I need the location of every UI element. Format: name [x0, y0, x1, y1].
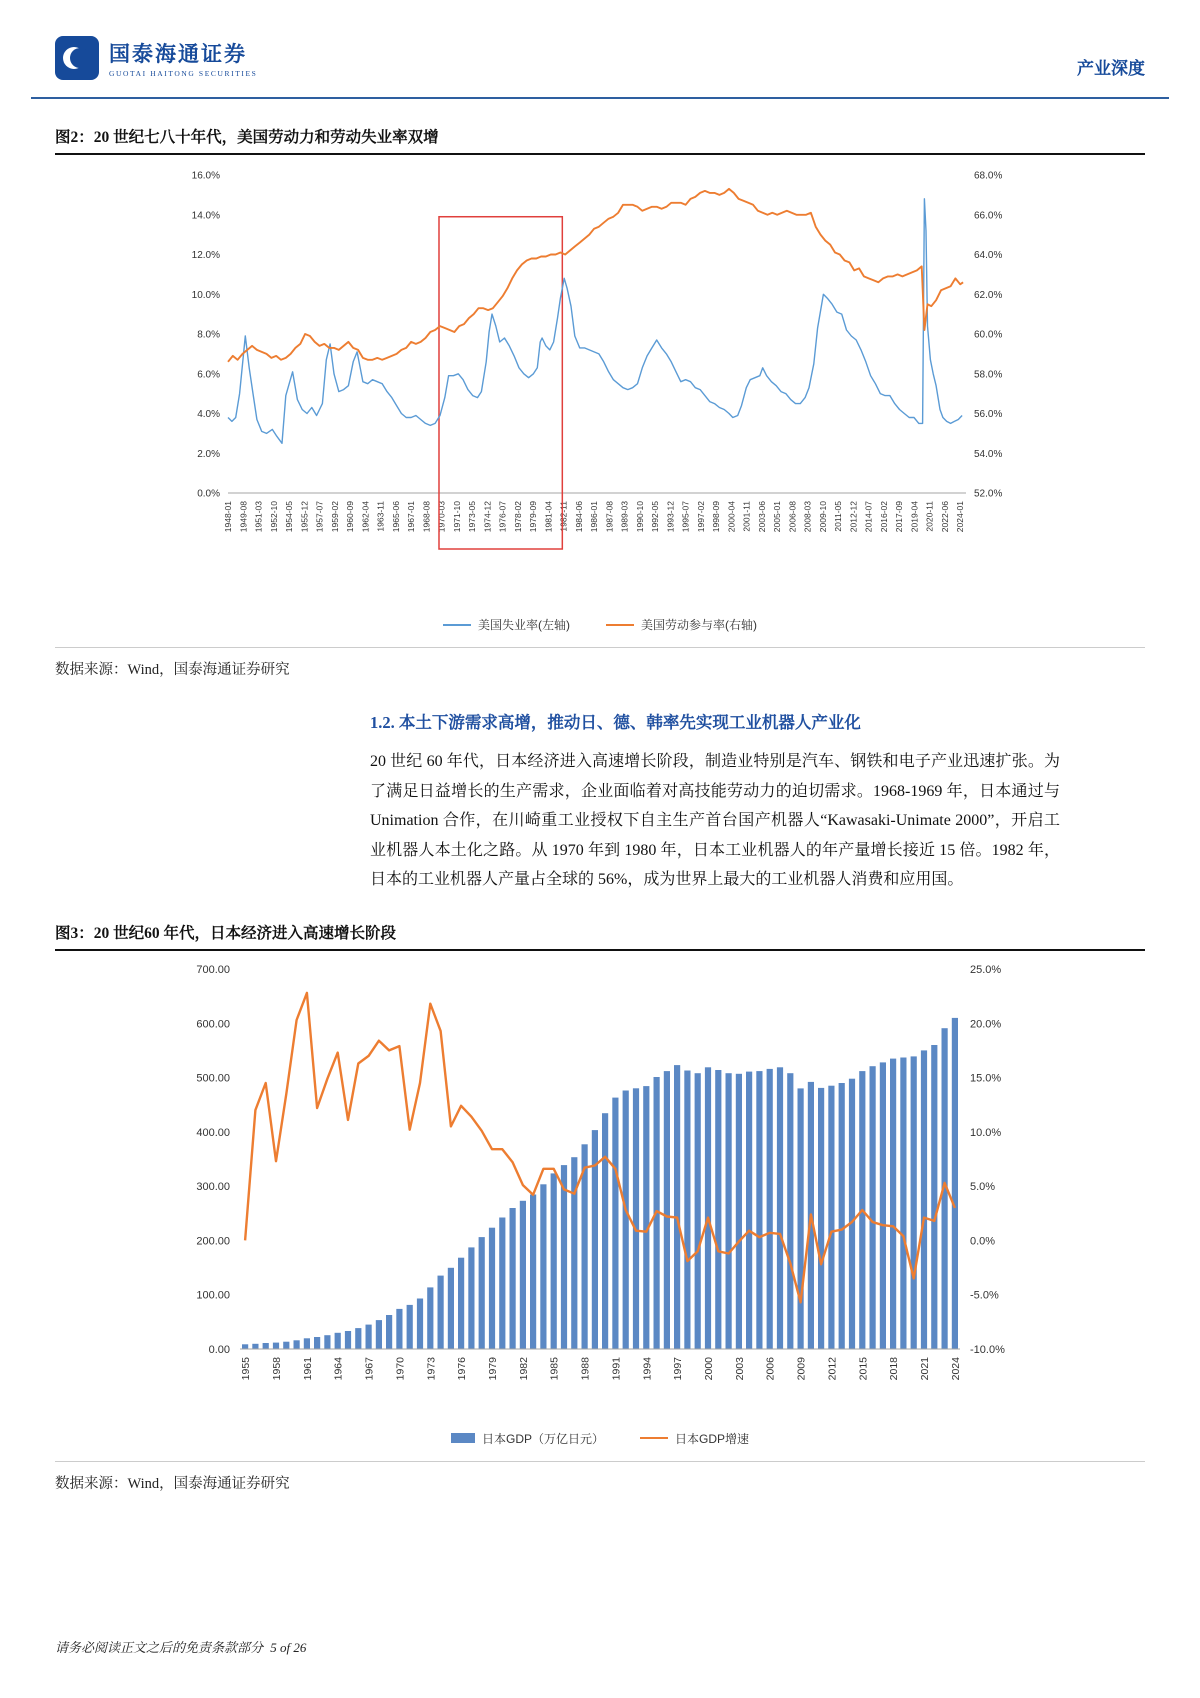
svg-text:1970-03: 1970-03: [436, 501, 447, 533]
svg-text:500.00: 500.00: [196, 1072, 230, 1085]
svg-text:2020-11: 2020-11: [924, 501, 935, 532]
svg-text:0.0%: 0.0%: [197, 488, 220, 500]
svg-text:1997: 1997: [672, 1356, 685, 1381]
svg-text:1991: 1991: [610, 1356, 623, 1381]
svg-text:2005-01: 2005-01: [772, 501, 783, 533]
svg-text:2019-04: 2019-04: [909, 501, 920, 533]
svg-text:64.0%: 64.0%: [974, 250, 1003, 261]
svg-text:62.0%: 62.0%: [974, 289, 1003, 301]
svg-text:2009-10: 2009-10: [817, 501, 828, 533]
body-paragraph: 20 世纪 60 年代，日本经济进入高速增长阶段，制造业特别是汽车、钢铁和电子产业迅速扩张。为了满足日益增长的生产需求，企业面临着对高技能劳动力的迫切需求。1968-1969 年，日本通过与 Unimation 合作，在川崎重工业授权下自主生产首台国产机器人“Kawasaki-Unimate 2000”，开启工业机器人本土化之路。从 1970 年到 1980 年，日本工业机器人的年产量增长接近 15 倍。1982 年，日本的工业机器人产量占全球的 56%，成为世界上最大的工业机器人消费和应用国。: [370, 753, 1060, 889]
svg-text:1987-08: 1987-08: [604, 501, 615, 533]
svg-text:2000-04: 2000-04: [726, 501, 737, 533]
svg-text:2006: 2006: [764, 1356, 777, 1381]
header-divider: [31, 97, 1169, 99]
svg-text:300.00: 300.00: [196, 1181, 230, 1194]
page-header: [55, 0, 1145, 85]
svg-text:10.0%: 10.0%: [970, 1126, 1002, 1139]
legend-label: 美国劳动参与率(右轴): [641, 618, 757, 632]
legend-item-us-unemployment: [443, 616, 570, 633]
line-swatch-icon: [443, 624, 471, 626]
svg-text:2017-09: 2017-09: [894, 501, 905, 533]
brand-text: [109, 43, 257, 78]
svg-text:2024: 2024: [949, 1356, 962, 1381]
svg-text:1995-07: 1995-07: [680, 501, 691, 533]
figure3-chart: [160, 957, 1040, 1425]
svg-text:1954-05: 1954-05: [284, 501, 295, 533]
figure-2-block: [55, 125, 1145, 679]
svg-text:1979-09: 1979-09: [528, 501, 539, 533]
svg-text:1963-11: 1963-11: [375, 501, 386, 532]
svg-text:1964: 1964: [332, 1356, 345, 1381]
svg-text:6.0%: 6.0%: [197, 369, 220, 381]
svg-text:15.0%: 15.0%: [970, 1072, 1002, 1085]
svg-text:25.0%: 25.0%: [970, 963, 1002, 976]
svg-text:1982-11: 1982-11: [558, 501, 569, 532]
line-swatch-icon: [606, 624, 634, 626]
figure2-divider: [55, 647, 1145, 648]
svg-text:2012-12: 2012-12: [848, 501, 859, 533]
bar-swatch-icon: [451, 1433, 475, 1443]
legend-label: 美国失业率(左轴): [478, 618, 570, 632]
svg-text:1955-12: 1955-12: [299, 501, 310, 533]
brand: [55, 36, 257, 85]
legend-item-japan-gdp-growth: [640, 1430, 749, 1447]
svg-text:1973-05: 1973-05: [467, 501, 478, 533]
svg-text:1985: 1985: [548, 1356, 561, 1381]
svg-text:8.0%: 8.0%: [197, 329, 220, 341]
svg-text:1962-04: 1962-04: [360, 501, 371, 533]
svg-text:2001-11: 2001-11: [741, 501, 752, 532]
svg-text:1988: 1988: [579, 1356, 592, 1381]
legend-label: 日本GDP（万亿日元）: [481, 1431, 604, 1446]
svg-text:2012: 2012: [826, 1356, 839, 1381]
svg-text:1948-01: 1948-01: [223, 501, 233, 533]
svg-text:1992-05: 1992-05: [650, 501, 661, 533]
figure2-title: 图2：20 世纪七八十年代，美国劳动力和劳动失业率双增: [55, 125, 1145, 155]
svg-text:2008-03: 2008-03: [802, 501, 813, 533]
svg-text:56.0%: 56.0%: [974, 409, 1003, 420]
svg-text:1994: 1994: [641, 1356, 654, 1381]
svg-text:1990-10: 1990-10: [634, 501, 645, 533]
svg-text:0.0%: 0.0%: [970, 1235, 996, 1248]
footer-page-number: 5 of 26: [270, 1640, 307, 1655]
legend-item-us-participation: [606, 616, 757, 633]
svg-text:2016-02: 2016-02: [878, 501, 889, 533]
svg-text:1998-09: 1998-09: [711, 501, 722, 533]
svg-text:2018: 2018: [888, 1356, 901, 1381]
svg-text:100.00: 100.00: [196, 1289, 230, 1302]
svg-text:600.00: 600.00: [196, 1018, 230, 1031]
svg-text:2011-05: 2011-05: [833, 501, 844, 532]
svg-text:2.0%: 2.0%: [197, 448, 220, 460]
svg-text:1968-08: 1968-08: [421, 501, 432, 533]
svg-text:58.0%: 58.0%: [974, 369, 1003, 381]
svg-text:1949-08: 1949-08: [238, 501, 249, 533]
figure2-source: 数据来源：Wind，国泰海通证券研究: [55, 662, 290, 678]
svg-text:60.0%: 60.0%: [974, 329, 1003, 341]
svg-text:1971-10: 1971-10: [451, 501, 462, 533]
svg-text:4.0%: 4.0%: [197, 409, 220, 420]
svg-text:2003-06: 2003-06: [756, 501, 767, 533]
svg-text:10.0%: 10.0%: [191, 289, 220, 301]
legend-label: 日本GDP增速: [675, 1431, 750, 1446]
page-footer: [55, 1637, 310, 1656]
figure3-legend: [160, 1430, 1040, 1447]
figure2-legend: [160, 616, 1040, 633]
svg-text:2000: 2000: [703, 1356, 715, 1381]
svg-text:12.0%: 12.0%: [191, 250, 220, 261]
svg-text:1986-01: 1986-01: [589, 501, 600, 533]
svg-text:1959-02: 1959-02: [329, 501, 340, 533]
svg-text:1981-04: 1981-04: [543, 501, 554, 533]
svg-text:66.0%: 66.0%: [974, 210, 1003, 222]
svg-text:1974-12: 1974-12: [482, 501, 493, 533]
svg-text:2021: 2021: [919, 1356, 931, 1381]
svg-text:1952-10: 1952-10: [268, 501, 279, 533]
svg-text:2024-01: 2024-01: [955, 501, 966, 533]
svg-text:1967-01: 1967-01: [406, 501, 417, 533]
brand-logo-icon: [55, 36, 99, 85]
svg-text:400.00: 400.00: [196, 1126, 230, 1139]
brand-name-cn: 国泰海通证券: [109, 41, 247, 66]
svg-text:1973: 1973: [425, 1356, 438, 1381]
svg-text:1997-02: 1997-02: [695, 501, 706, 533]
figure3-source: 数据来源：Wind，国泰海通证券研究: [55, 1475, 290, 1492]
svg-text:2014-07: 2014-07: [863, 501, 874, 533]
svg-text:2015: 2015: [857, 1356, 870, 1381]
svg-text:1970: 1970: [394, 1356, 407, 1381]
svg-text:1989-03: 1989-03: [619, 501, 630, 533]
figure3-title: 图3：20 世纪60 年代，日本经济进入高速增长阶段: [55, 921, 1145, 951]
section-heading: 1.2. 本土下游需求高增，推动日、德、韩率先实现工业机器人产业化: [370, 713, 861, 732]
svg-text:700.00: 700.00: [196, 963, 230, 976]
svg-text:1957-07: 1957-07: [314, 501, 325, 533]
svg-text:1976: 1976: [456, 1356, 469, 1381]
svg-text:20.0%: 20.0%: [970, 1018, 1002, 1031]
svg-text:1965-06: 1965-06: [390, 501, 401, 533]
figure-3-block: [55, 921, 1145, 1493]
svg-text:0.00: 0.00: [208, 1343, 230, 1356]
figure2-chart: [160, 161, 1040, 611]
svg-text:1978-02: 1978-02: [512, 501, 523, 533]
svg-text:1982: 1982: [517, 1356, 530, 1381]
svg-text:200.00: 200.00: [196, 1235, 230, 1248]
svg-text:1979: 1979: [487, 1356, 499, 1381]
svg-text:14.0%: 14.0%: [191, 210, 220, 222]
svg-text:5.0%: 5.0%: [970, 1181, 996, 1194]
svg-text:1961: 1961: [301, 1356, 314, 1381]
svg-text:1984-06: 1984-06: [573, 501, 584, 533]
figure3-divider: [55, 1461, 1145, 1462]
svg-text:1958: 1958: [271, 1356, 283, 1381]
svg-text:2003: 2003: [733, 1356, 746, 1381]
svg-text:16.0%: 16.0%: [191, 170, 220, 182]
svg-text:2009: 2009: [795, 1356, 808, 1381]
svg-text:1976-07: 1976-07: [497, 501, 508, 533]
svg-text:-5.0%: -5.0%: [970, 1289, 999, 1302]
svg-text:1960-09: 1960-09: [345, 501, 356, 533]
svg-text:2006-08: 2006-08: [787, 501, 798, 533]
svg-text:-10.0%: -10.0%: [970, 1343, 1005, 1356]
svg-text:1951-03: 1951-03: [253, 501, 264, 533]
line-swatch-icon: [640, 1437, 668, 1439]
figure2-chart-area: [160, 161, 1040, 633]
svg-text:1967: 1967: [363, 1356, 376, 1381]
footer-disclaimer: 请务必阅读正文之后的免责条款部分: [55, 1640, 264, 1655]
report-category-label: 产业深度: [1077, 59, 1145, 78]
figure3-chart-area: [160, 957, 1040, 1447]
page-content: [55, 125, 1145, 1493]
legend-item-japan-gdp: [451, 1430, 604, 1447]
svg-text:52.0%: 52.0%: [974, 488, 1003, 500]
svg-text:54.0%: 54.0%: [974, 448, 1003, 460]
svg-text:68.0%: 68.0%: [974, 170, 1003, 182]
brand-name-en: GUOTAI HAITONG SECURITIES: [109, 69, 258, 79]
svg-text:1993-12: 1993-12: [665, 501, 676, 533]
svg-text:1955: 1955: [240, 1356, 253, 1381]
svg-text:2022-06: 2022-06: [939, 501, 950, 533]
section-1-2: [370, 709, 1060, 895]
